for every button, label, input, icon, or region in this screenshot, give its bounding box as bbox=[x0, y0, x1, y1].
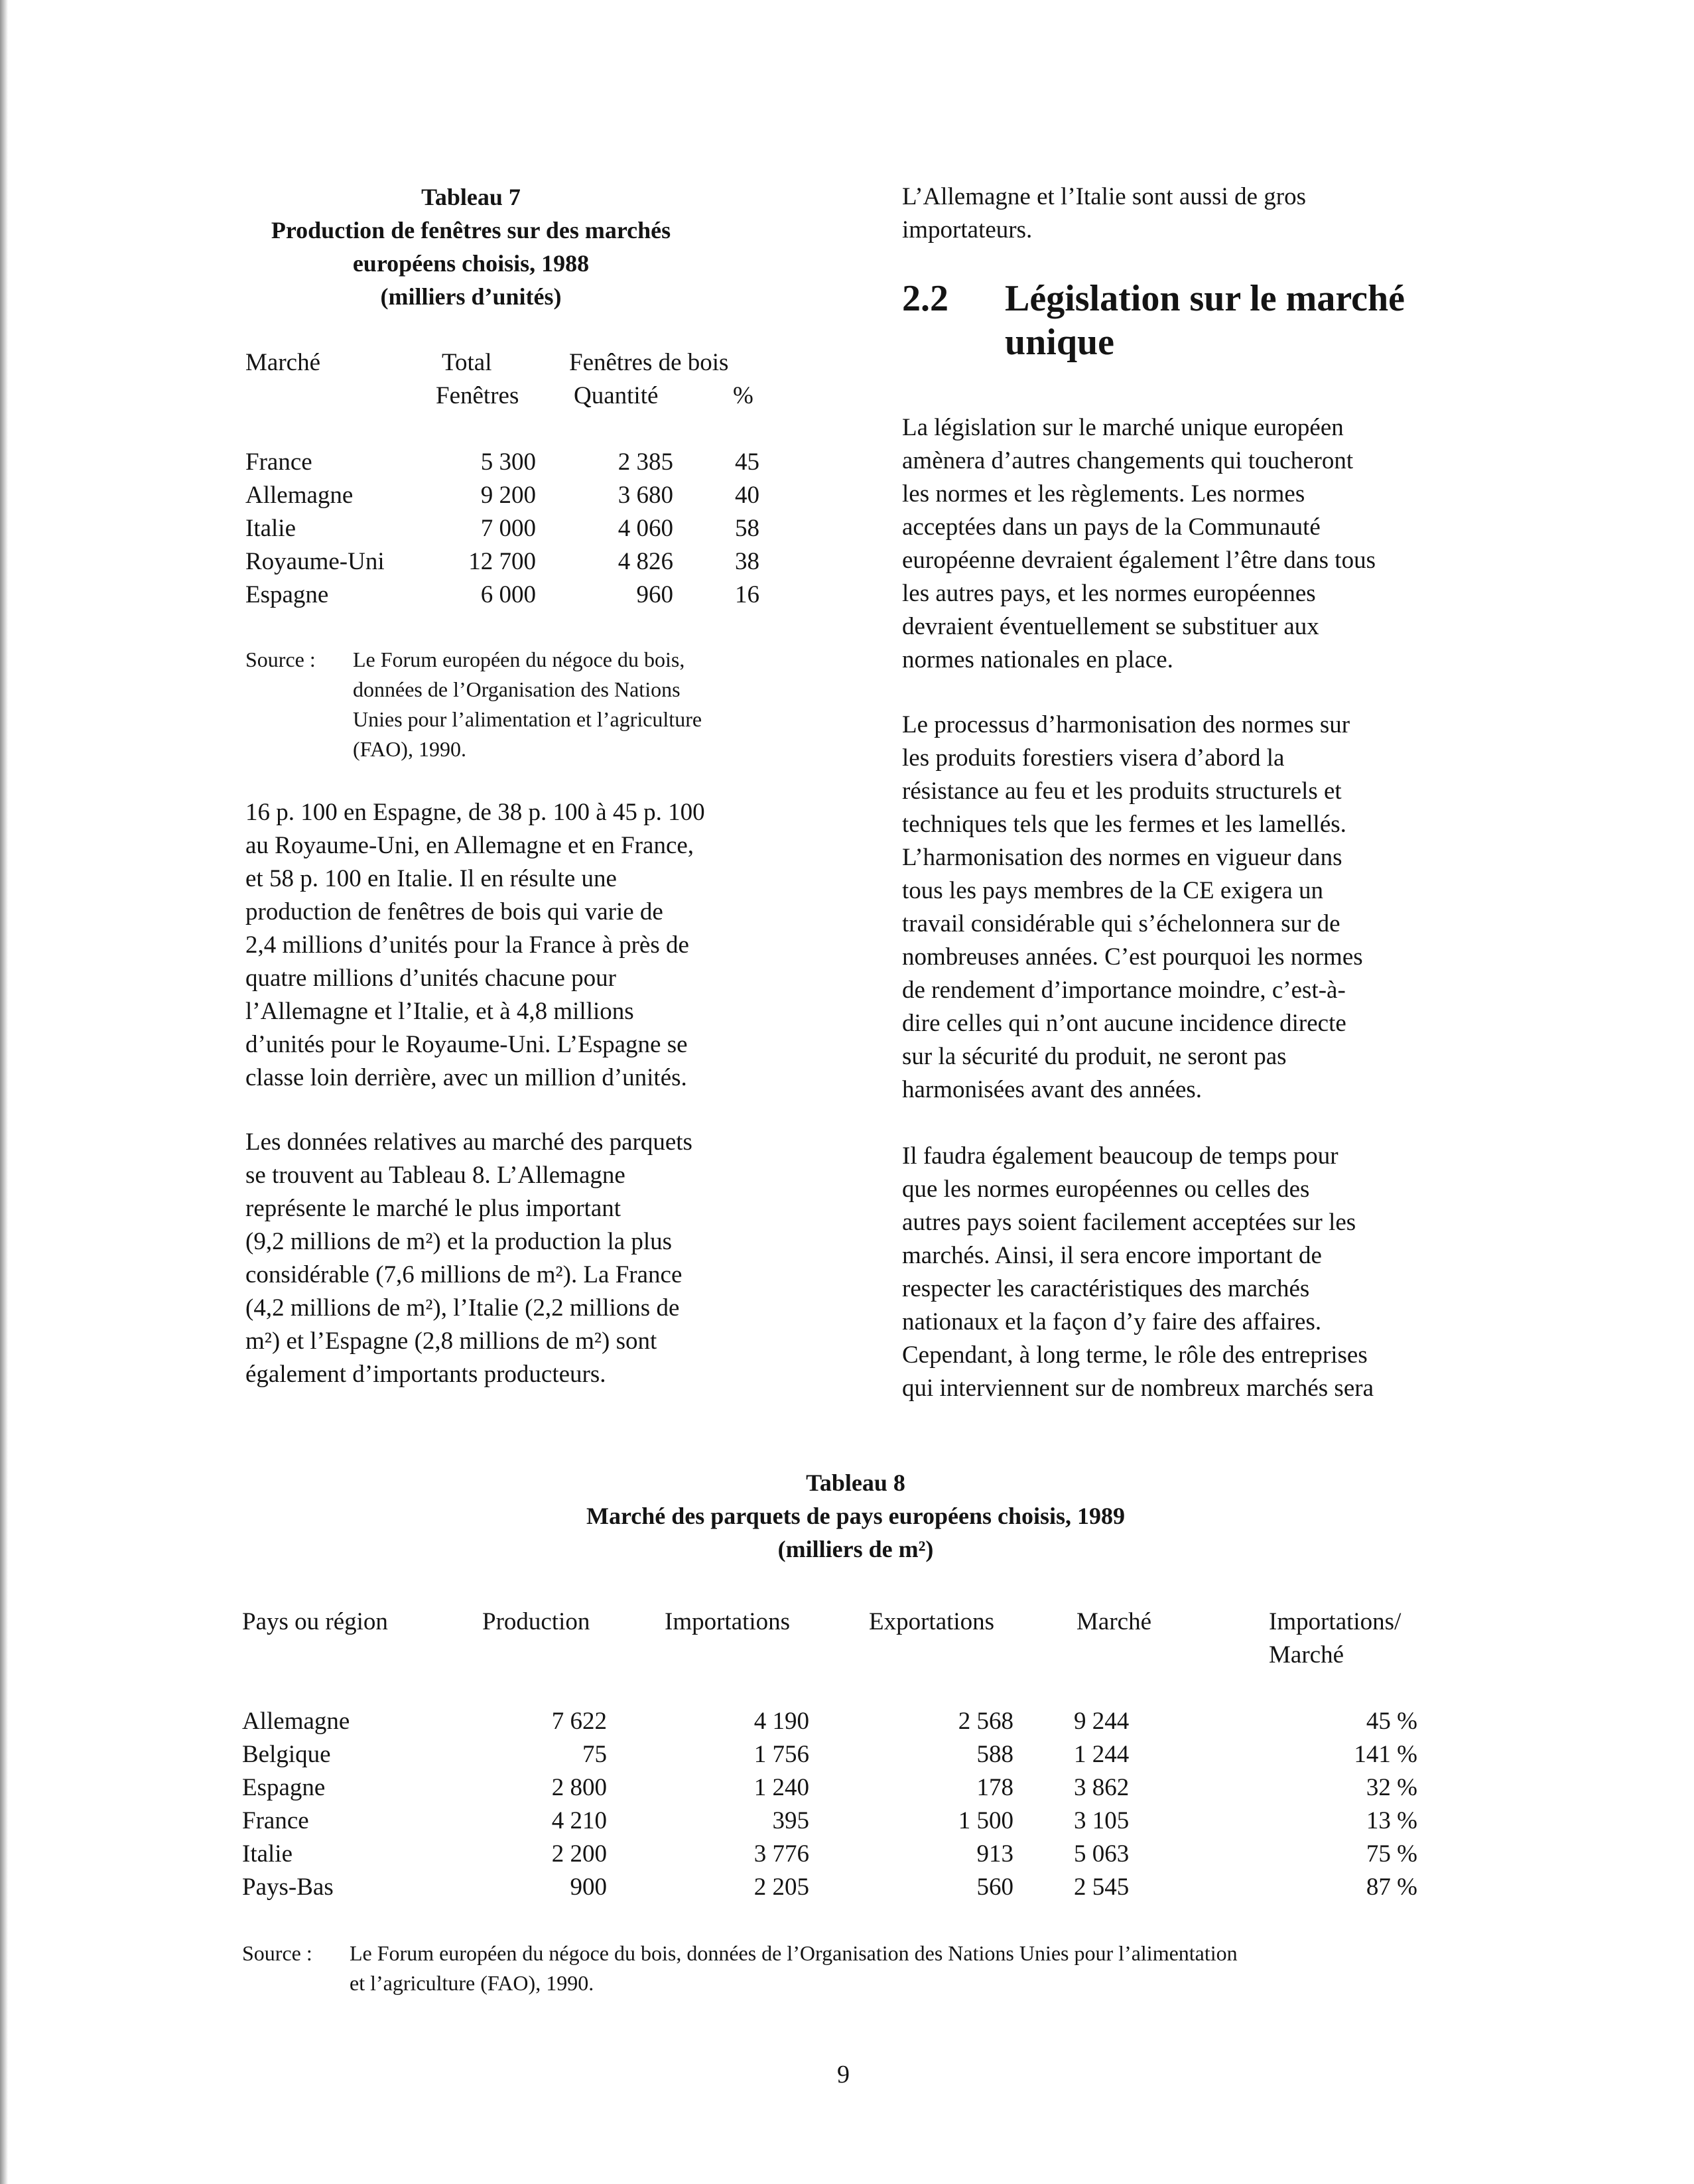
text-line: L’harmonisation des normes en vigueur dans bbox=[902, 844, 1342, 871]
table8-cell-exports: 560 bbox=[976, 1874, 1013, 1901]
table8-cell-ratio: 141 % bbox=[1354, 1741, 1417, 1768]
text-line: 2,4 millions d’unités pour la France à près de bbox=[245, 931, 689, 959]
table8-cell-ratio: 75 % bbox=[1366, 1840, 1417, 1868]
table8-cell-imports: 4 190 bbox=[753, 1708, 809, 1735]
text-line: tous les pays membres de la CE exigera un bbox=[902, 877, 1323, 904]
table8-cell-production: 4 210 bbox=[551, 1807, 607, 1834]
table-row bbox=[242, 1871, 1502, 1904]
text-line: quatre millions d’unités chacune pour bbox=[245, 965, 616, 992]
table-row bbox=[245, 512, 763, 545]
table8-caption-line: (milliers de m²) bbox=[777, 1536, 934, 1562]
table7-cell-total: 12 700 bbox=[468, 548, 536, 575]
table7-cell-pct: 45 bbox=[735, 448, 759, 476]
table7-source-text bbox=[353, 645, 702, 764]
text-line: L’Allemagne et l’Italie sont aussi de gros bbox=[902, 183, 1306, 210]
table8-cell-exports: 913 bbox=[976, 1840, 1013, 1868]
text-line: travail considérable qui s’échelonnera sur de bbox=[902, 910, 1340, 937]
table7-cell-market: Italie bbox=[245, 515, 296, 542]
table7-cell-pct: 58 bbox=[735, 515, 759, 542]
table7-cell-quantity: 4 826 bbox=[618, 548, 673, 575]
table7 bbox=[245, 180, 763, 764]
table7-cell-quantity: 960 bbox=[636, 581, 673, 608]
table8-cell-ratio: 87 % bbox=[1366, 1874, 1417, 1901]
table8-cell-country: Pays-Bas bbox=[242, 1874, 334, 1901]
text-line: de rendement d’importance moindre, c’est-à- bbox=[902, 977, 1346, 1004]
table-row bbox=[245, 579, 763, 612]
text-line: nombreuses années. C’est pourquoi les normes bbox=[902, 943, 1363, 971]
table-row bbox=[242, 1738, 1502, 1771]
table7-source-label: Source : bbox=[245, 648, 316, 671]
table7-cell-market: Espagne bbox=[245, 581, 329, 608]
text-line: représente le marché le plus important bbox=[245, 1195, 621, 1222]
table8-header-imports: Importations bbox=[665, 1608, 791, 1635]
table8-cell-country: France bbox=[242, 1807, 309, 1834]
left-paragraph-2 bbox=[245, 1126, 829, 1391]
text-line: également d’importants producteurs. bbox=[245, 1361, 606, 1388]
text-line: amènera d’autres changements qui toucheront bbox=[902, 447, 1354, 474]
table7-title: Tableau 7 bbox=[421, 184, 521, 210]
table8-cell-market: 9 244 bbox=[1074, 1708, 1130, 1735]
table8-title: Tableau 8 bbox=[806, 1469, 905, 1496]
table8-source-line: Le Forum européen du négoce du bois, données de l’Organisation des Nations Unies pour l’alimentation bbox=[350, 1941, 1238, 1965]
right-paragraph-3 bbox=[902, 1140, 1486, 1405]
table8-header-row bbox=[242, 1605, 1502, 1639]
text-line: les normes et les règlements. Les normes bbox=[902, 480, 1305, 508]
table8-cell-ratio: 45 % bbox=[1366, 1708, 1417, 1735]
table7-cell-pct: 16 bbox=[735, 581, 759, 608]
table8-cell-production: 2 800 bbox=[551, 1774, 607, 1801]
table7-source-line: données de l’Organisation des Nations bbox=[353, 677, 681, 701]
table7-caption-line: Production de fenêtres sur des marchés bbox=[271, 217, 671, 243]
text-line: l’Allemagne et l’Italie, et à 4,8 millions bbox=[245, 998, 634, 1025]
table8-cell-market: 3 862 bbox=[1074, 1774, 1130, 1801]
table8-cell-country: Belgique bbox=[242, 1741, 331, 1768]
scan-left-edge bbox=[0, 0, 8, 2184]
table7-header-total: Fenêtres bbox=[436, 382, 519, 409]
table8 bbox=[242, 1466, 1502, 2004]
text-line: Le processus d’harmonisation des normes sur bbox=[902, 711, 1350, 738]
text-line: Cependant, à long terme, le rôle des entreprises bbox=[902, 1341, 1368, 1369]
text-line: (4,2 millions de m²), l’Italie (2,2 millions de bbox=[245, 1294, 680, 1322]
table7-header-quantity: Quantité bbox=[574, 382, 659, 409]
text-line: importateurs. bbox=[902, 216, 1033, 243]
text-line: acceptées dans un pays de la Communauté bbox=[902, 513, 1321, 541]
section-title: unique bbox=[1005, 322, 1114, 363]
text-line: se trouvent au Tableau 8. L’Allemagne bbox=[245, 1162, 625, 1189]
text-line: harmonisées avant des années. bbox=[902, 1076, 1203, 1103]
table7-cell-total: 9 200 bbox=[480, 482, 536, 509]
table8-cell-exports: 588 bbox=[976, 1741, 1013, 1768]
right-paragraph-1 bbox=[902, 411, 1486, 677]
table-row bbox=[245, 479, 763, 512]
table-row bbox=[242, 1805, 1502, 1838]
text-line: qui interviennent sur de nombreux marchés sera bbox=[902, 1375, 1374, 1402]
table-row bbox=[242, 1705, 1502, 1738]
text-line: au Royaume-Uni, en Allemagne et en France, bbox=[245, 832, 694, 859]
text-line: respecter les caractéristiques des marchés bbox=[902, 1275, 1310, 1302]
text-line: normes nationales en place. bbox=[902, 646, 1173, 673]
text-line: que les normes européennes ou celles des bbox=[902, 1176, 1310, 1203]
table7-header-row bbox=[245, 379, 763, 413]
table8-cell-exports: 1 500 bbox=[958, 1807, 1013, 1834]
text-line: m²) et l’Espagne (2,8 millions de m²) sont bbox=[245, 1328, 657, 1355]
table7-cell-market: Allemagne bbox=[245, 482, 354, 509]
right-paragraph-2 bbox=[902, 709, 1486, 1107]
text-line: les autres pays, et les normes européennes bbox=[902, 580, 1316, 607]
table8-caption bbox=[242, 1466, 1469, 1566]
text-line: d’unités pour le Royaume-Uni. L’Espagne se bbox=[245, 1031, 688, 1058]
section-number: 2.2 bbox=[902, 278, 948, 319]
text-line: dire celles qui n’ont aucune incidence directe bbox=[902, 1010, 1346, 1037]
table8-cell-market: 5 063 bbox=[1074, 1840, 1130, 1868]
table-row bbox=[245, 545, 763, 579]
text-line: résistance au feu et les produits structurels et bbox=[902, 778, 1342, 805]
table7-header-wood: Fenêtres de bois bbox=[569, 349, 729, 376]
table8-caption-line: Marché des parquets de pays européens choisis, 1989 bbox=[586, 1503, 1126, 1529]
table8-header-ratio: Marché bbox=[1269, 1641, 1344, 1669]
table8-cell-production: 2 200 bbox=[551, 1840, 607, 1868]
text-line: sur la sécurité du produit, ne seront pas bbox=[902, 1043, 1287, 1070]
left-paragraph-1 bbox=[245, 796, 829, 1095]
table8-header-market: Marché bbox=[1076, 1608, 1151, 1635]
text-line: La législation sur le marché unique européen bbox=[902, 414, 1344, 441]
table-row bbox=[242, 1771, 1502, 1805]
text-line: autres pays soient facilement acceptées sur les bbox=[902, 1209, 1356, 1236]
table7-source-line: Unies pour l’alimentation et l’agriculture bbox=[353, 707, 702, 731]
table7-cell-total: 7 000 bbox=[480, 515, 536, 542]
table8-header-exports: Exportations bbox=[869, 1608, 995, 1635]
text-line: classe loin derrière, avec un million d’unités. bbox=[245, 1064, 687, 1091]
table7-cell-pct: 38 bbox=[735, 548, 759, 575]
text-line: devraient éventuellement se substituer aux bbox=[902, 613, 1319, 640]
text-line: et 58 p. 100 en Italie. Il en résulte une bbox=[245, 865, 617, 892]
text-line: techniques tels que les fermes et les lamellés. bbox=[902, 811, 1346, 838]
table8-source-label: Source : bbox=[242, 1941, 312, 1965]
table7-source bbox=[245, 645, 763, 764]
table8-cell-country: Allemagne bbox=[242, 1708, 350, 1735]
text-line: européenne devraient également l’être dans tous bbox=[902, 547, 1376, 574]
table7-cell-quantity: 4 060 bbox=[618, 515, 673, 542]
table8-cell-exports: 2 568 bbox=[958, 1708, 1013, 1735]
table7-cell-quantity: 3 680 bbox=[618, 482, 673, 509]
table7-cell-market: France bbox=[245, 448, 312, 476]
table7-cell-total: 6 000 bbox=[480, 581, 536, 608]
table8-header-country: Pays ou région bbox=[242, 1608, 388, 1635]
table8-cell-imports: 1 756 bbox=[753, 1741, 809, 1768]
text-line: les produits forestiers visera d’abord la bbox=[902, 744, 1285, 772]
table7-caption bbox=[245, 180, 696, 313]
table7-source-line: Le Forum européen du négoce du bois, bbox=[353, 648, 685, 671]
table8-source bbox=[242, 1939, 1502, 2002]
table8-header-production: Production bbox=[482, 1608, 590, 1635]
text-line: considérable (7,6 millions de m²). La France bbox=[245, 1261, 683, 1288]
table8-cell-market: 2 545 bbox=[1074, 1874, 1130, 1901]
table7-header-percent: % bbox=[733, 382, 753, 409]
table7-caption-line: européens choisis, 1988 bbox=[352, 250, 590, 277]
table7-cell-total: 5 300 bbox=[480, 448, 536, 476]
table7-header-total: Total bbox=[442, 349, 492, 376]
table8-cell-ratio: 32 % bbox=[1366, 1774, 1417, 1801]
table8-cell-imports: 395 bbox=[772, 1807, 809, 1834]
table8-cell-ratio: 13 % bbox=[1366, 1807, 1417, 1834]
table7-source-line: (FAO), 1990. bbox=[353, 737, 466, 761]
table8-cell-country: Italie bbox=[242, 1840, 293, 1868]
table8-source-text bbox=[350, 1939, 1238, 1998]
section-title: Législation sur le marché bbox=[1005, 278, 1405, 319]
text-line: (9,2 millions de m²) et la production la plus bbox=[245, 1228, 673, 1255]
table7-header-market: Marché bbox=[245, 349, 320, 376]
table8-cell-market: 1 244 bbox=[1074, 1741, 1130, 1768]
text-line: 16 p. 100 en Espagne, de 38 p. 100 à 45 p. 100 bbox=[245, 799, 705, 826]
text-line: production de fenêtres de bois qui varie de bbox=[245, 898, 663, 925]
text-line: Il faudra également beaucoup de temps pour bbox=[902, 1142, 1338, 1170]
table8-cell-imports: 2 205 bbox=[753, 1874, 809, 1901]
table7-cell-quantity: 2 385 bbox=[618, 448, 673, 476]
text-line: marchés. Ainsi, il sera encore important de bbox=[902, 1242, 1322, 1269]
table8-cell-country: Espagne bbox=[242, 1774, 326, 1801]
table-row bbox=[245, 446, 763, 479]
page-number: 9 bbox=[837, 2061, 850, 2088]
text-line: nationaux et la façon d’y faire des affaires. bbox=[902, 1308, 1322, 1335]
table8-cell-production: 75 bbox=[582, 1741, 607, 1768]
table8-cell-production: 900 bbox=[570, 1874, 607, 1901]
section-heading bbox=[902, 277, 1499, 370]
text-line: Les données relatives au marché des parquets bbox=[245, 1128, 692, 1156]
table7-cell-pct: 40 bbox=[735, 482, 759, 509]
table7-header-row bbox=[245, 346, 763, 379]
table8-cell-exports: 178 bbox=[976, 1774, 1013, 1801]
table8-cell-production: 7 622 bbox=[551, 1708, 607, 1735]
table8-cell-market: 3 105 bbox=[1074, 1807, 1130, 1834]
table-row bbox=[242, 1838, 1502, 1871]
table8-header-ratio: Importations/ bbox=[1269, 1608, 1401, 1635]
table7-cell-market: Royaume-Uni bbox=[245, 548, 385, 575]
right-intro bbox=[902, 180, 1486, 247]
table8-header-row bbox=[242, 1639, 1502, 1672]
table8-cell-imports: 3 776 bbox=[753, 1840, 809, 1868]
table8-cell-imports: 1 240 bbox=[753, 1774, 809, 1801]
table8-source-line: et l’agriculture (FAO), 1990. bbox=[350, 1971, 594, 1995]
table7-caption-line: (milliers d’unités) bbox=[380, 283, 562, 310]
